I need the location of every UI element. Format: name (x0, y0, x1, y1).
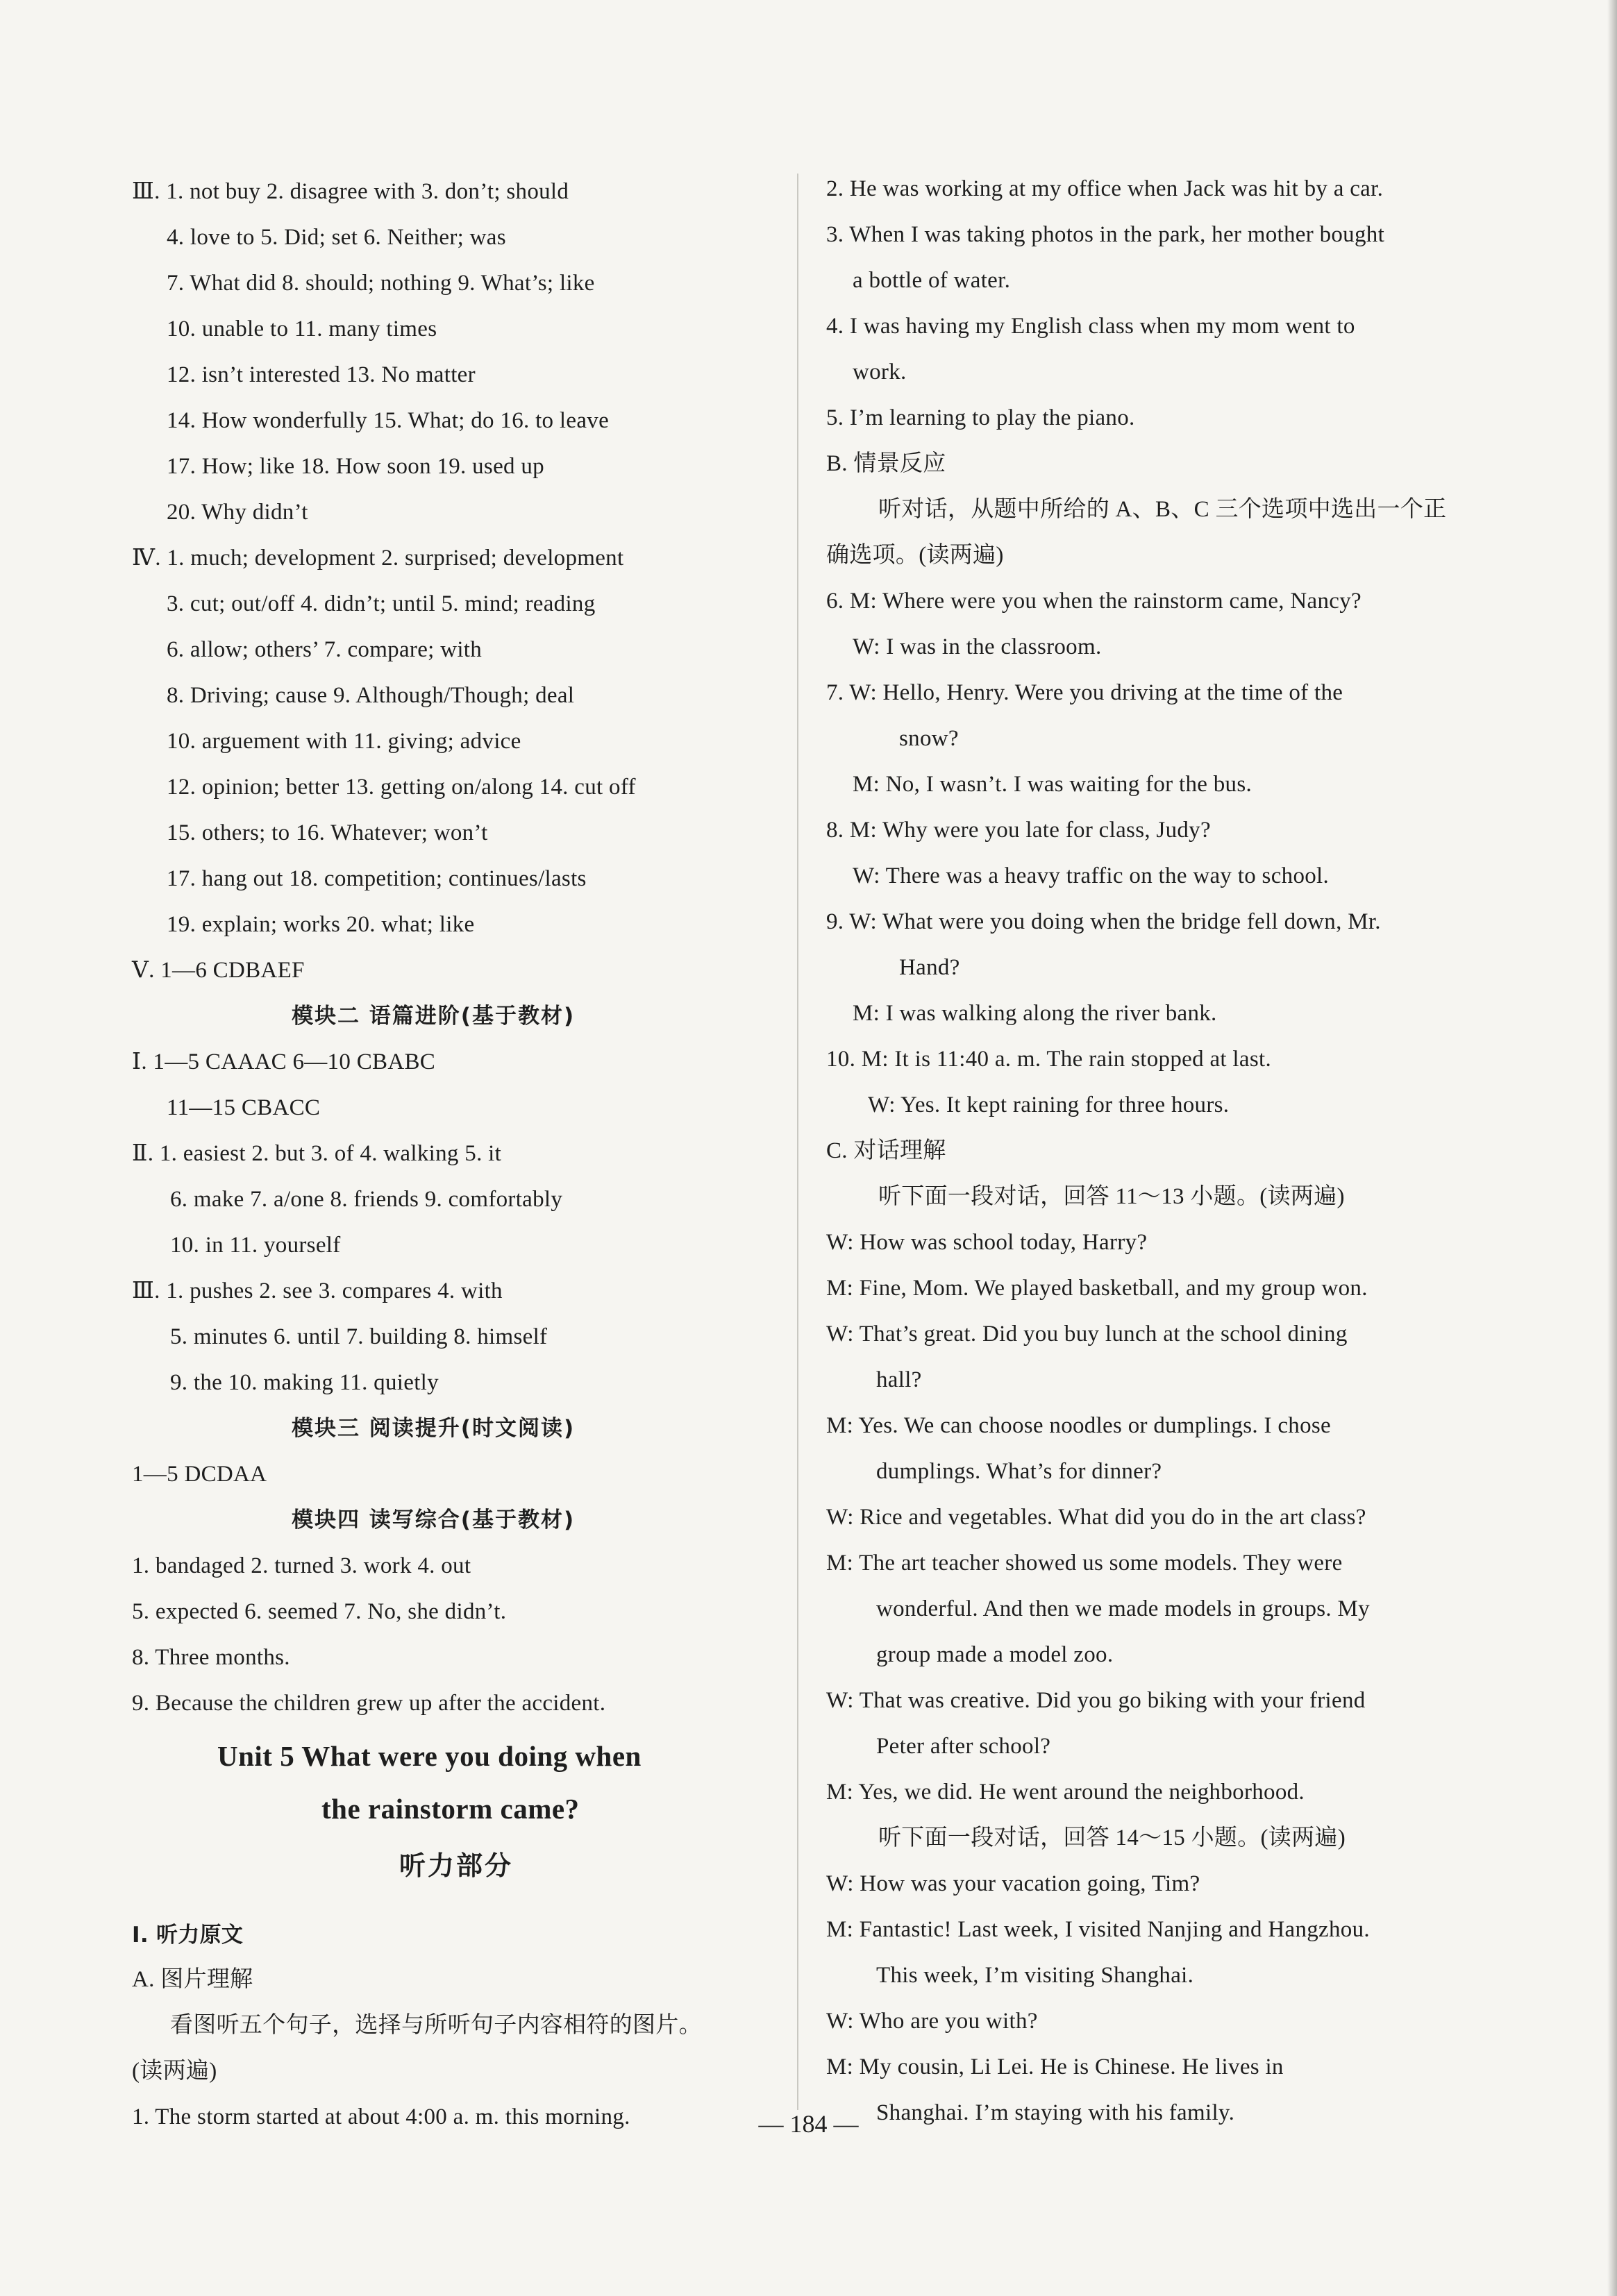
left-text-line: 9. the 10. making 11. quietly (170, 1370, 439, 1395)
right-text-line: 7. W: Hello, Henry. Were you driving at the time of the (826, 680, 1343, 705)
right-text-line: W: That’s great. Did you buy lunch at the school dining (826, 1322, 1348, 1347)
right-text-line: 2. He was working at my office when Jack was hit by a car. (826, 176, 1384, 201)
right-text-line: 4. I was having my English class when my mom went to (826, 314, 1355, 339)
left-text-line: 7. What did 8. should; nothing 9. What’s; like (167, 271, 595, 296)
left-text-line: Ⅴ. 1—6 CDBAEF (132, 958, 305, 983)
page-edge-shadow (1607, 0, 1617, 2296)
right-text-line: B. 情景反应 (826, 451, 946, 476)
left-text-line: 14. How wonderfully 15. What; do 16. to leave (167, 408, 610, 433)
left-text-line: Ⅳ. 1. much; development 2. surprised; development (132, 546, 624, 571)
left-text-line: Ⅲ. 1. pushes 2. see 3. compares 4. with (132, 1278, 503, 1303)
left-text-line: 11—15 CBACC (167, 1095, 321, 1120)
left-text-line: 8. Driving; cause 9. Although/Though; deal (167, 683, 575, 708)
right-text-line: 5. I’m learning to play the piano. (826, 405, 1135, 430)
right-text-line: 10. M: It is 11:40 a. m. The rain stopped at last. (826, 1047, 1272, 1072)
right-text-line: W: How was your vacation going, Tim? (826, 1871, 1200, 1896)
left-text-line: Ⅲ. 1. not buy 2. disagree with 3. don’t; should (132, 179, 569, 204)
right-text-line: 听下面一段对话，回答 11～13 小题。(读两遍) (878, 1184, 1345, 1209)
right-text-line: group made a model zoo. (876, 1642, 1114, 1667)
left-text-line: 9. Because the children grew up after the accident. (132, 1691, 606, 1716)
left-text-line: (读两遍) (132, 2059, 217, 2084)
right-text-line: M: Fine, Mom. We played basketball, and my group won. (826, 1276, 1368, 1301)
left-text-line: 3. cut; out/off 4. didn’t; until 5. mind; reading (167, 591, 596, 616)
left-text-line: 12. opinion; better 13. getting on/along 14. cut off (167, 775, 636, 800)
left-text-line: 看图听五个句子，选择与所听句子内容相符的图片。 (170, 2013, 702, 2038)
left-text-line: 20. Why didn’t (167, 500, 308, 525)
right-text-line: 听下面一段对话，回答 14～15 小题。(读两遍) (878, 1825, 1346, 1850)
left-text-line: 10. in 11. yourself (170, 1233, 341, 1258)
right-text-line: This week, I’m visiting Shanghai. (876, 1963, 1194, 1988)
left-text-line: 4. love to 5. Did; set 6. Neither; was (167, 225, 506, 250)
left-text-line: 19. explain; works 20. what; like (167, 912, 475, 937)
right-text-line: 听对话，从题中所给的 A、B、C 三个选项中选出一个正 (878, 497, 1447, 522)
left-text-line: 5. expected 6. seemed 7. No, she didn’t. (132, 1599, 507, 1624)
left-text-line: 1—5 DCDAA (132, 1462, 267, 1487)
right-text-line: M: I was walking along the river bank. (853, 1001, 1217, 1026)
right-text-line: M: No, I wasn’t. I was waiting for the bus. (853, 772, 1252, 797)
left-text-line: 10. arguement with 11. giving; advice (167, 729, 521, 754)
right-text-line: Peter after school? (876, 1734, 1051, 1759)
left-text-line: 17. How; like 18. How soon 19. used up (167, 454, 544, 479)
right-text-line: W: There was a heavy traffic on the way to school. (853, 863, 1330, 888)
right-text-line: W: How was school today, Harry? (826, 1230, 1148, 1255)
left-text-line: 12. isn’t interested 13. No matter (167, 362, 476, 387)
left-text-line: Ⅰ. 1—5 CAAAC 6—10 CBABC (132, 1049, 436, 1074)
right-text-line: dumplings. What’s for dinner? (876, 1459, 1162, 1484)
left-text-line: 听力部分 (399, 1850, 514, 1881)
left-text-line: Ⅰ. 听力原文 (132, 1923, 244, 1948)
left-text-line: 17. hang out 18. competition; continues/lasts (167, 866, 587, 891)
right-text-line: M: Yes. We can choose noodles or dumplings. I chose (826, 1413, 1331, 1438)
right-text-line: Shanghai. I’m staying with his family. (876, 2100, 1235, 2125)
left-text-line: 6. make 7. a/one 8. friends 9. comfortably (170, 1187, 563, 1212)
right-text-line: M: Fantastic! Last week, I visited Nanjing and Hangzhou. (826, 1917, 1370, 1942)
page-number: — 184 — (758, 2110, 859, 2138)
right-text-line: C. 对话理解 (826, 1138, 946, 1163)
left-text-line: 模块四 读写综合(基于教材) (292, 1508, 576, 1533)
right-text-line: 6. M: Where were you when the rainstorm came, Nancy? (826, 589, 1362, 614)
right-text-line: M: My cousin, Li Lei. He is Chinese. He lives in (826, 2054, 1284, 2079)
left-text-line: 1. bandaged 2. turned 3. work 4. out (132, 1553, 471, 1578)
left-text-line: 10. unable to 11. many times (167, 316, 437, 341)
right-text-line: W: Yes. It kept raining for three hours. (868, 1092, 1230, 1117)
left-text-line: 15. others; to 16. Whatever; won’t (167, 820, 488, 845)
right-text-line: W: Who are you with? (826, 2009, 1038, 2034)
left-text-line: 模块二 语篇进阶(基于教材) (292, 1004, 576, 1029)
right-text-line: M: The art teacher showed us some models. They were (826, 1551, 1343, 1576)
right-text-line: 8. M: Why were you late for class, Judy? (826, 818, 1211, 843)
left-text-line: 8. Three months. (132, 1645, 290, 1670)
left-text-line: Ⅱ. 1. easiest 2. but 3. of 4. walking 5. it (132, 1141, 502, 1166)
left-text-line: 5. minutes 6. until 7. building 8. himself (170, 1324, 548, 1349)
right-text-line: W: I was in the classroom. (853, 634, 1102, 659)
left-text-line: the rainstorm came? (321, 1793, 580, 1825)
left-text-line: 模块三 阅读提升(时文阅读) (292, 1416, 576, 1441)
left-text-line: 6. allow; others’ 7. compare; with (167, 637, 483, 662)
right-text-line: W: Rice and vegetables. What did you do in the art class? (826, 1505, 1366, 1530)
left-text-line: Unit 5 What were you doing when (217, 1740, 642, 1772)
right-text-line: snow? (899, 726, 959, 751)
right-text-line: wonderful. And then we made models in groups. My (876, 1596, 1370, 1621)
right-text-line: hall? (876, 1367, 922, 1392)
left-text-line: 1. The storm started at about 4:00 a. m. this morning. (132, 2104, 630, 2129)
right-text-line: 确选项。(读两遍) (826, 543, 1004, 568)
right-text-line: W: That was creative. Did you go biking with your friend (826, 1688, 1366, 1713)
column-divider (797, 174, 798, 2110)
right-text-line: 9. W: What were you doing when the bridge fell down, Mr. (826, 909, 1381, 934)
right-text-line: Hand? (899, 955, 960, 980)
right-text-line: 3. When I was taking photos in the park, her mother bought (826, 222, 1385, 247)
right-text-line: work. (853, 360, 907, 385)
left-text-line: A. 图片理解 (132, 1967, 253, 1992)
right-text-line: a bottle of water. (853, 268, 1011, 293)
right-text-line: M: Yes, we did. He went around the neighborhood. (826, 1780, 1305, 1805)
